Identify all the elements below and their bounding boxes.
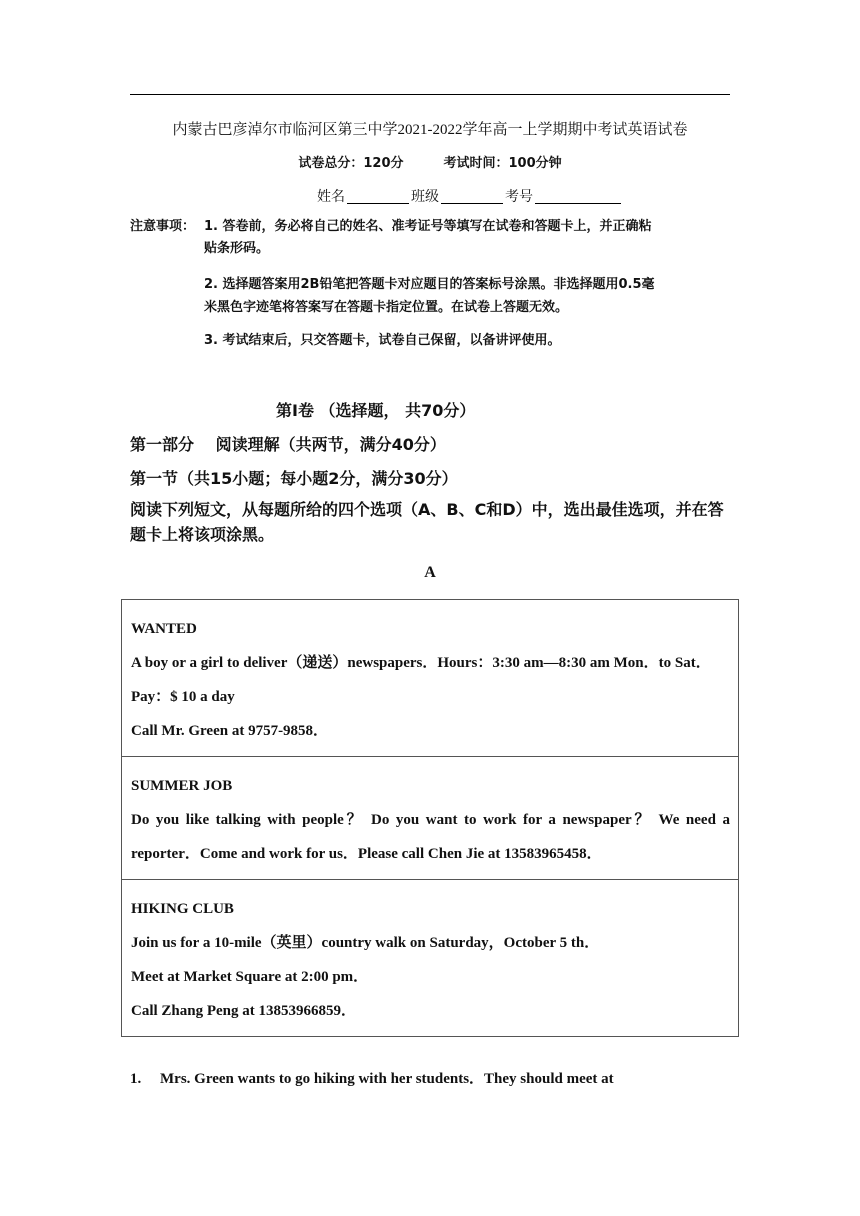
number-label: 考号 [505,189,533,205]
exam-time: 考试时间：100分钟 [443,156,562,171]
student-info-fields [317,186,623,206]
notice-item-3: 3. 考试结束后，只交答题卡，试卷自己保留，以备讲评使用。 [204,333,561,348]
volume-heading: 第Ⅰ卷 （选择题， 共70分） [276,401,476,420]
class-blank[interactable] [441,189,503,204]
ad-line: A boy or a girl to deliver（递送）newspapers．Hours：3:30 am—8:30 am Mon．to Sat． [131,655,711,671]
name-blank[interactable] [347,189,409,204]
exam-title: 内蒙古巴彦淖尔市临河区第三中学2021-2022学年高一上学期期中考试英语试卷 [172,122,688,138]
question-1 [130,1067,614,1088]
part-heading: 第一部分 阅读理解（共两节，满分40分） [130,435,446,454]
ad-wanted [122,600,738,757]
name-label: 姓名 [317,189,345,205]
ad-line: Meet at Market Square at 2:00 pm． [131,969,369,985]
question-text: Mrs. Green wants to go hiking with her students．They should meet at [160,1071,614,1087]
ad-summer-job [122,757,738,880]
question-number: 1. [130,1071,142,1087]
ad-line: Join us for a 10-mile（英里）country walk on Saturday，October 5 th． [131,935,600,951]
section-heading: 第一节（共15小题；每小题2分，满分30分） [130,469,458,488]
ad-line: Pay：$ 10 a day [131,689,235,705]
number-blank[interactable] [535,189,621,204]
top-rule [130,94,730,95]
ad-title: HIKING CLUB [131,901,234,917]
ad-line: Call Mr. Green at 9757-9858． [131,723,329,739]
notice-item-1-cont: 贴条形码。 [204,241,270,256]
reading-instructions: 阅读下列短文，从每题所给的四个选项（A、B、C和D）中，选出最佳选项，并在答题卡上将该项涂黑。 [130,500,724,544]
ad-hiking-club [122,880,738,1036]
ad-line: Call Zhang Peng at 13853966859． [131,1003,357,1019]
notice-label: 注意事项： [130,219,196,234]
ads-table [121,599,739,1037]
ad-title: SUMMER JOB [131,778,233,794]
class-label: 班级 [411,189,439,205]
notice-item-1: 1. 答卷前，务必将自己的姓名、准考证号等填写在试卷和答题卡上，并正确粘 [204,219,652,234]
ad-line: Do you like talking with people？ Do you want to work for a newspaper？ We need a reporter．Come and work for us．Please call Chen Jie at 13583965458． [131,812,730,862]
exam-meta [0,152,860,171]
notice-item-2: 2. 选择题答案用2B铅笔把答题卡对应题目的答案标号涂黑。非选择题用0.5毫 [204,277,655,292]
passage-label: A [424,564,436,581]
ad-title: WANTED [131,621,197,637]
notice-item-2-cont: 米黑色字迹笔将答案写在答题卡指定位置。在试卷上答题无效。 [204,300,569,315]
total-score: 试卷总分：120分 [298,156,404,171]
